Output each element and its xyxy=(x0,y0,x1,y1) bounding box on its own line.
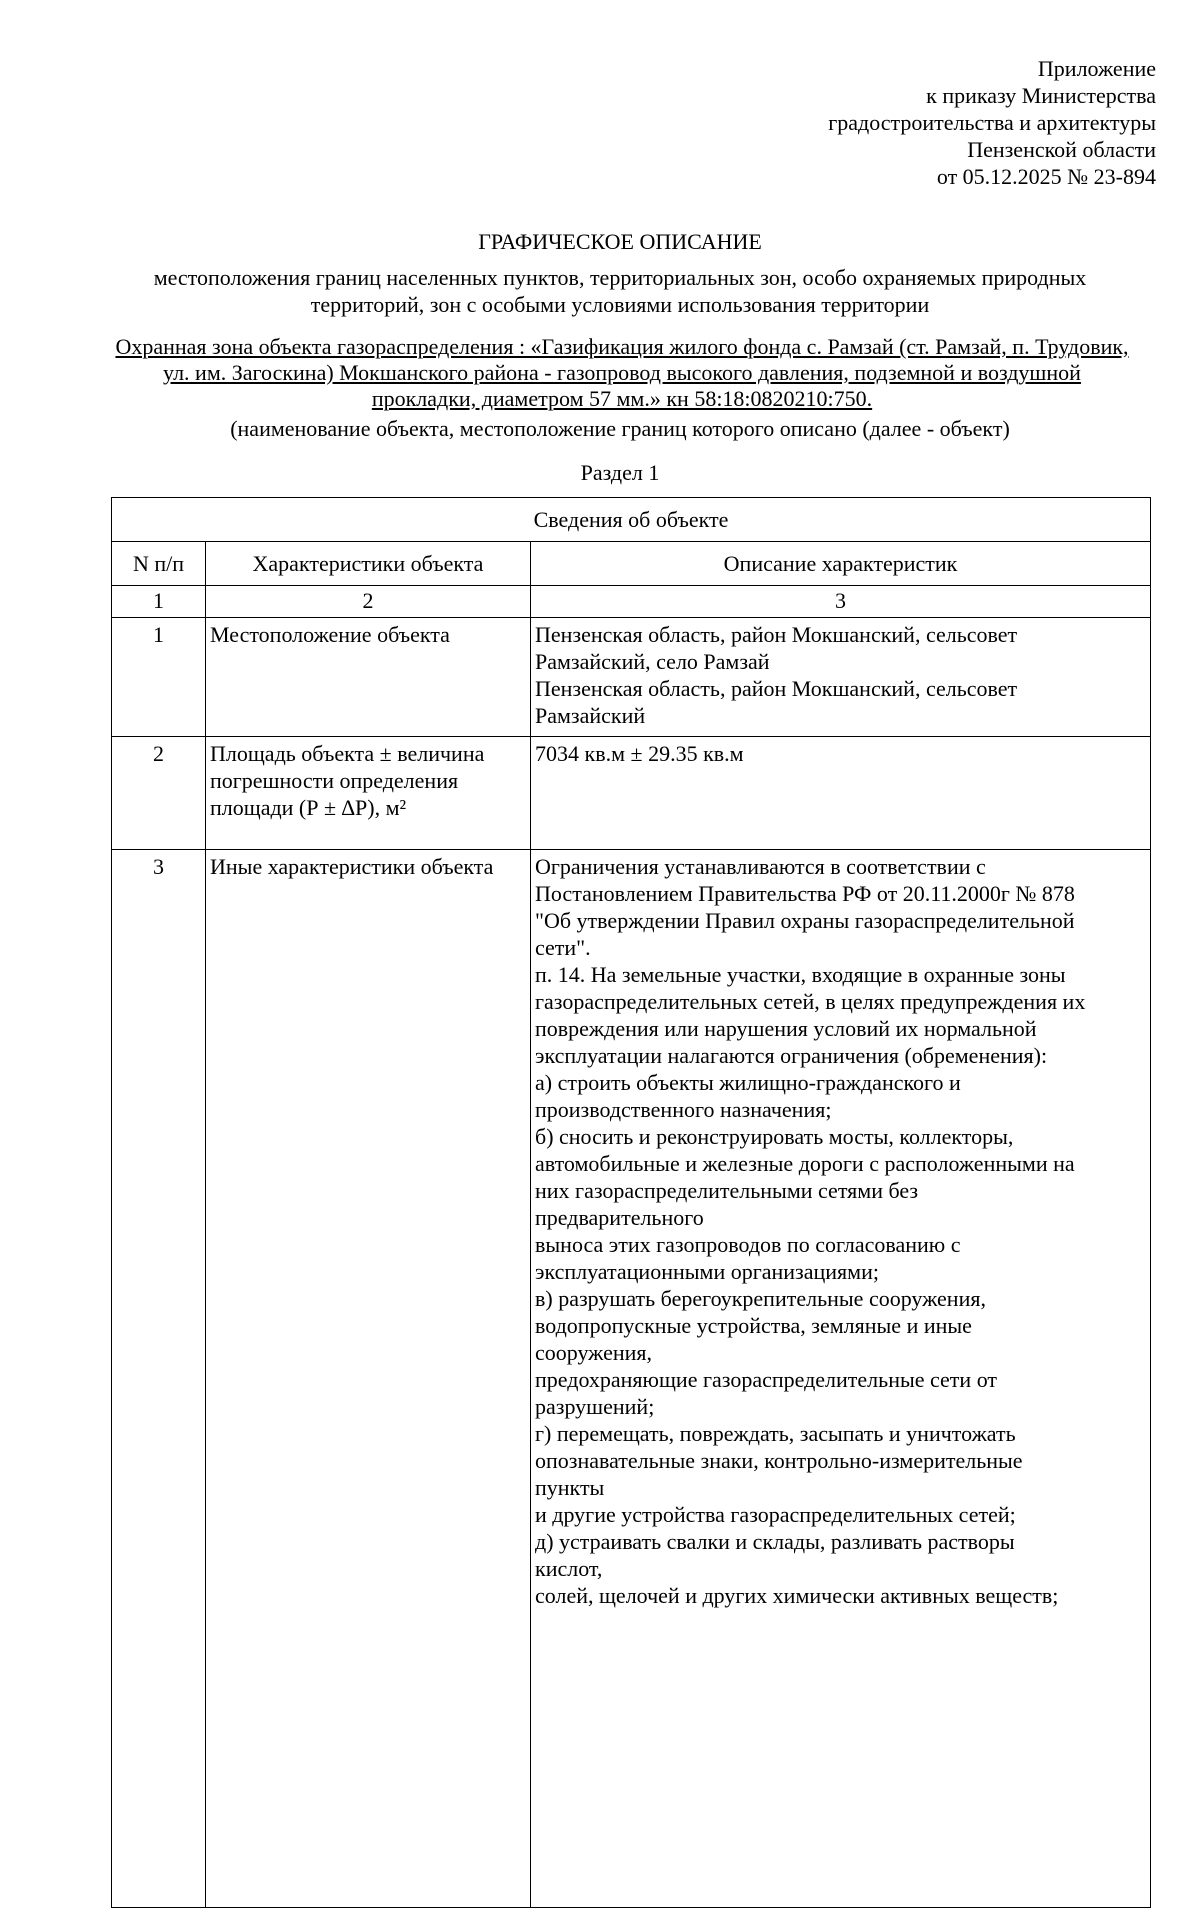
description-line: предохраняющие газораспределительные сети от xyxy=(535,1367,998,1392)
description-line: газораспределительных сетей, в целях предупреждения их xyxy=(535,989,1086,1014)
description-line: солей, щелочей и других химически активных веществ; xyxy=(535,1583,1059,1608)
description-line: в) разрушать берегоукрепительные сооружения, xyxy=(535,1286,986,1311)
appendix-line: Пензенской области xyxy=(967,137,1156,162)
description-line: выноса этих газопроводов по согласованию с xyxy=(535,1232,961,1257)
characteristic-line: площади (Р ± ∆Р), м² xyxy=(210,795,407,820)
object-info-table xyxy=(111,497,1151,1908)
table-section-header-row xyxy=(112,498,1151,542)
header-num: N п/п xyxy=(112,542,206,586)
characteristic-line: Площадь объекта ± величина xyxy=(210,741,485,766)
header-description: Описание характеристик xyxy=(531,542,1151,586)
appendix-line: к приказу Министерства xyxy=(926,83,1156,108)
row-num: 1 xyxy=(112,618,206,737)
description-line: Постановлением Правительства РФ от 20.11.2000г № 878 xyxy=(535,881,1075,906)
description-line: д) устраивать свалки и склады, разливать растворы xyxy=(535,1529,1015,1554)
object-caption: (наименование объекта, местоположение границ которого описано (далее - объект) xyxy=(230,416,1010,441)
row-characteristic: Иные характеристики объекта xyxy=(206,850,531,1908)
table-section-header: Сведения об объекте xyxy=(112,498,1151,542)
description-line: г) перемещать, повреждать, засыпать и уничтожать xyxy=(535,1421,1016,1446)
document-title: ГРАФИЧЕСКОЕ ОПИСАНИЕ xyxy=(478,229,762,254)
table-column-numbers-row xyxy=(112,586,1151,618)
description-line: б) сносить и реконструировать мосты, коллекторы, xyxy=(535,1124,1014,1149)
description-line: водопропускные устройства, земляные и иные xyxy=(535,1313,972,1338)
table-row xyxy=(112,618,1151,737)
description-line: них газораспределительными сетями без xyxy=(535,1178,919,1203)
appendix-line: от 05.12.2025 № 23-894 xyxy=(936,164,1156,189)
appendix-line: градостроительства и архитектуры xyxy=(828,110,1156,135)
appendix-header xyxy=(656,55,1156,190)
column-number: 2 xyxy=(206,586,531,618)
characteristic-line: погрешности определения xyxy=(210,768,459,793)
table-row xyxy=(112,737,1151,850)
object-name: Охранная зона объекта газораспределения : «Газификация жилого фонда с. Рамзай (ст. Рамзай, п. Трудовик, ул. им. Загоскина) Мокшанского района - газопровод высокого давления, подземной и воздушной прокладки, диаметром 57 мм.» кн 58:18:0820210:750. xyxy=(115,334,1129,411)
description-line: кислот, xyxy=(535,1556,603,1581)
description-line: разрушений; xyxy=(535,1394,655,1419)
table-row xyxy=(112,850,1151,1908)
appendix-line: Приложение xyxy=(1037,56,1156,81)
description-line: и другие устройства газораспределительных сетей; xyxy=(535,1502,1016,1527)
description-line: пункты xyxy=(535,1475,605,1500)
row-characteristic: Местоположение объекта xyxy=(206,618,531,737)
description-line: а) строить объекты жилищно-гражданского и xyxy=(535,1070,961,1095)
section-title: Раздел 1 xyxy=(580,460,660,485)
description-line: производственного назначения; xyxy=(535,1097,832,1122)
description-line: Рамзайский, село Рамзай xyxy=(535,649,770,674)
table-header-row xyxy=(112,542,1151,586)
description-line: автомобильные и железные дороги с расположенными на xyxy=(535,1151,1075,1176)
row-num: 3 xyxy=(112,850,206,1908)
description-line: Ограничения устанавливаются в соответствии с xyxy=(535,854,986,879)
description-line: "Об утверждении Правил охраны газораспределительной xyxy=(535,908,1075,933)
row-description xyxy=(531,618,1151,737)
description-line: п. 14. На земельные участки, входящие в охранные зоны xyxy=(535,962,1066,987)
description-line: Пензенская область, район Мокшанский, сельсовет xyxy=(535,622,1018,647)
description-line: 7034 кв.м ± 29.35 кв.м xyxy=(535,741,744,766)
description-line: Рамзайский xyxy=(535,703,646,728)
column-number: 1 xyxy=(112,586,206,618)
description-line: повреждения или нарушения условий их нормальной xyxy=(535,1016,1037,1041)
column-number: 3 xyxy=(531,586,1151,618)
description-line: сооружения, xyxy=(535,1340,653,1365)
description-line: эксплуатации налагаются ограничения (обременения): xyxy=(535,1043,1048,1068)
description-line: предварительного xyxy=(535,1205,704,1230)
description-line: эксплуатационными организациями; xyxy=(535,1259,879,1284)
description-line: опознавательные знаки, контрольно-измерительные xyxy=(535,1448,1023,1473)
row-description xyxy=(531,737,1151,850)
document-subtitle: местоположения границ населенных пунктов, территориальных зон, особо охраняемых природных территорий, зон с особыми условиями использования территории xyxy=(153,265,1087,317)
row-num: 2 xyxy=(112,737,206,850)
header-characteristic: Характеристики объекта xyxy=(206,542,531,586)
description-line: Пензенская область, район Мокшанский, сельсовет xyxy=(535,676,1018,701)
row-description xyxy=(531,850,1151,1908)
row-characteristic xyxy=(206,737,531,850)
description-line: сети". xyxy=(535,935,591,960)
